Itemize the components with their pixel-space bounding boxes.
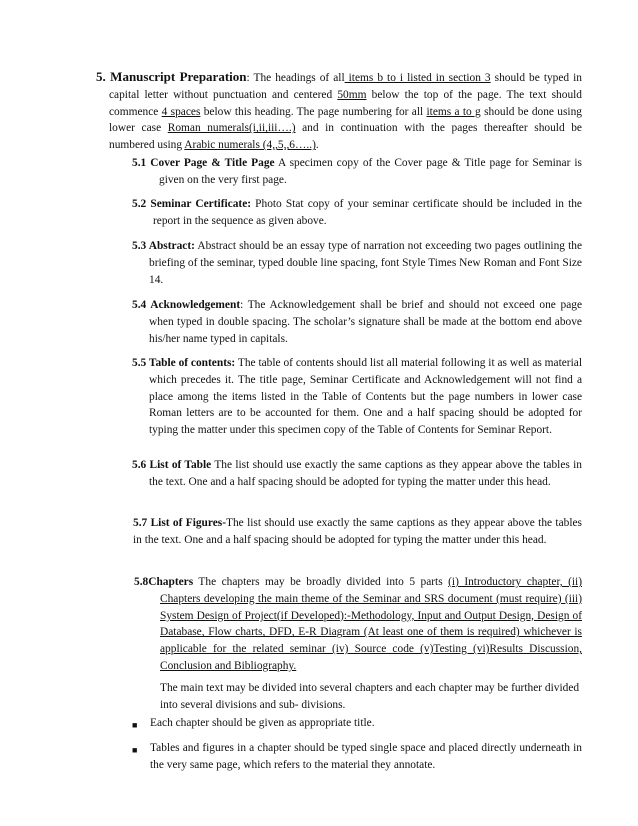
subsection-5-8-main-text: The main text may be divided into several chapters and each chapter may be further divided into several divisions and sub- divisions.	[160, 682, 580, 711]
subsection-5-6: 5.6 List of Table The list should use exactly the same captions as they appear above the tables in the text. One and a half spacing should be adopted for typing the matter under this head.	[132, 459, 582, 488]
bullet-item: Tables and figures in a chapter should be typed single space and placed directly underneath in the very same page, which refers to the material they annotate.	[150, 742, 582, 771]
subsection-5-5: 5.5 Table of contents: The table of contents should list all material following it as well as material which precedes it. The title page, Seminar Certificate and Acknowledgement will not find a place among the items listed in the Table of Contents but the page numbers in lower case Roman letters are to be accounted for them. One and a half spacing should be adopted for typing the matter under this specimen copy of the Table of Contents for Seminar Report.	[132, 357, 582, 437]
subsection-5-7-heading: 5.7 List of Figures-	[133, 517, 227, 529]
subsection-5-6-heading: 5.6 List of Table	[132, 459, 212, 471]
subsection-5-4: 5.4 Acknowledgement: The Acknowledgement shall be brief and should not exceed one page when typed in double spacing. The scholar’s signature shall be made at the bottom end above his/her name typed in capitals.	[132, 299, 582, 345]
subsection-5-2: 5.2 Seminar Certificate: Photo Stat copy of your seminar certificate should be included in the report in the sequence as given above.	[132, 198, 582, 227]
subsection-5-3: 5.3 Abstract: Abstract should be an essay type of narration not exceeding two pages outlining the briefing of the seminar, typed double line spacing, font Style Times New Roman and Font Size 14.	[132, 240, 582, 286]
subsection-5-5-heading: 5.5 Table of contents:	[132, 357, 236, 369]
bullet-item: Each chapter should be given as appropriate title.	[150, 717, 375, 729]
square-bullet-icon: ■	[132, 720, 138, 730]
square-bullet-icon: ■	[132, 745, 138, 755]
section-5-heading: 5. Manuscript Preparation	[96, 69, 247, 84]
subsection-5-8: 5.8Chapters The chapters may be broadly divided into 5 parts (i) Introductory chapter, (ii) Chapters developing the main theme of the Seminar and SRS document (must require) (iii) System Design of Project(if Developed):-Methodology, Input and Output Design, Design of Database, Flow charts, DFD, E-R Diagram (At least one of them is required) whichever is applicable for the related seminar (iv) Source code (v)Testing (vi)Results Discussion, Conclusion and Bibliography.	[134, 576, 582, 672]
subsection-5-7: 5.7 List of Figures-The list should use exactly the same captions as they appear above the tables in the text. One and a half spacing should be adopted for typing the matter under this head.	[133, 517, 582, 546]
subsection-5-1: 5.1 Cover Page & Title Page A specimen copy of the Cover page & Title page for Seminar is given on the very first page.	[132, 157, 582, 186]
subsection-5-1-heading: 5.1 Cover Page & Title Page	[132, 157, 275, 169]
subsection-5-8-heading: 5.8Chapters	[134, 576, 194, 588]
section-5-paragraph: 5. Manuscript Preparation: The headings of all items b to i listed in section 3 should be typed in capital letter without punctuation and centered 50mm below the top of the page. The text should commence 4 spaces below this heading. The page numbering for all items a to g should be done using lower case Roman numerals(i,ii,iii….) and in continuation with the pages thereafter should be numbered using Arabic numerals (4,,5,,6…..).	[96, 69, 582, 152]
subsection-5-4-heading: 5.4 Acknowledgement	[132, 299, 241, 311]
subsection-5-2-heading: 5.2 Seminar Certificate:	[132, 198, 252, 210]
subsection-5-3-heading: 5.3 Abstract:	[132, 240, 195, 252]
